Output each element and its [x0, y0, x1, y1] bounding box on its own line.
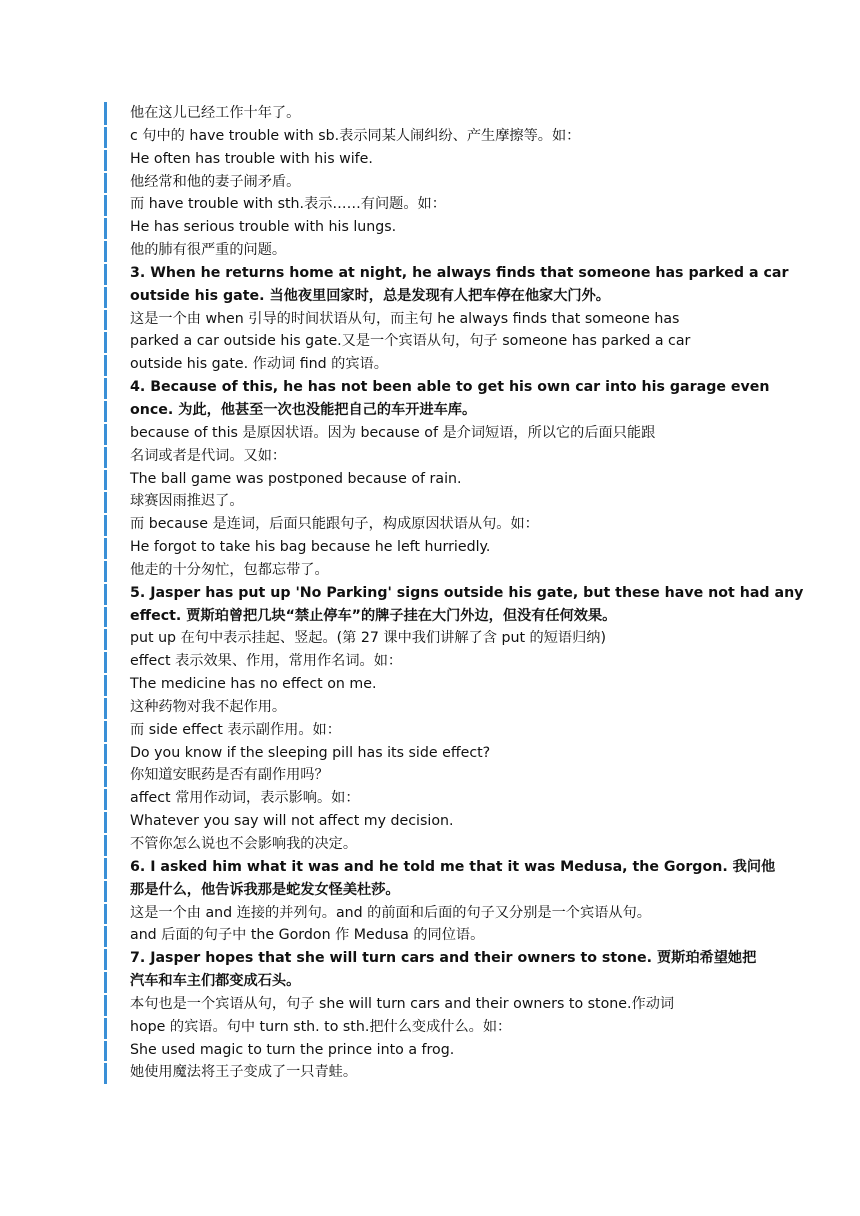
text-line: put up 在句中表示挂起、竖起。(第 27 课中我们讲解了含 put 的短语归纳) [104, 627, 744, 650]
text-line: parked a car outside his gate.又是一个宾语从句，句子 someone has parked a car [104, 330, 744, 353]
text-line: The medicine has no effect on me. [104, 673, 744, 696]
text-line: Whatever you say will not affect my decision. [104, 810, 744, 833]
text-line: 他在这儿已经工作十年了。 [104, 102, 744, 125]
sentence-heading-line: 3. When he returns home at night, he always finds that someone has parked a car [104, 262, 744, 285]
sentence-heading-line: 4. Because of this, he has not been able to get his own car into his garage even [104, 376, 744, 399]
text-line: 这是一个由 and 连接的并列句。and 的前面和后面的句子又分别是一个宾语从句。 [104, 902, 744, 925]
sentence-heading-line: once. 为此，他甚至一次也没能把自己的车开进车库。 [104, 399, 744, 422]
sentence-heading-line: 5. Jasper has put up 'No Parking' signs outside his gate, but these have not had any [104, 582, 744, 605]
sentence-heading-line: effect. 贾斯珀曾把几块“禁止停车”的牌子挂在大门外边，但没有任何效果。 [104, 605, 744, 628]
text-line: 而 side effect 表示副作用。如： [104, 719, 744, 742]
text-line: 这种药物对我不起作用。 [104, 696, 744, 719]
text-line: She used magic to turn the prince into a frog. [104, 1039, 744, 1062]
text-line: and 后面的句子中 the Gordon 作 Medusa 的同位语。 [104, 924, 744, 947]
text-line: He forgot to take his bag because he left hurriedly. [104, 536, 744, 559]
text-line: The ball game was postponed because of rain. [104, 468, 744, 491]
text-line: hope 的宾语。句中 turn sth. to sth.把什么变成什么。如： [104, 1016, 744, 1039]
text-line: 他走的十分匆忙，包都忘带了。 [104, 559, 744, 582]
text-line: 你知道安眠药是否有副作用吗？ [104, 764, 744, 787]
text-line: He often has trouble with his wife. [104, 148, 744, 171]
text-line: 而 have trouble with sth.表示……有问题。如： [104, 193, 744, 216]
text-line: outside his gate. 作动词 find 的宾语。 [104, 353, 744, 376]
text-line: 球赛因雨推迟了。 [104, 490, 744, 513]
sentence-heading-line: 7. Jasper hopes that she will turn cars and their owners to stone. 贾斯珀希望她把 [104, 947, 744, 970]
text-line: effect 表示效果、作用，常用作名词。如： [104, 650, 744, 673]
text-line: 他的肺有很严重的问题。 [104, 239, 744, 262]
text-line: 本句也是一个宾语从句，句子 she will turn cars and their owners to stone.作动词 [104, 993, 744, 1016]
sentence-heading-line: 那是什么，他告诉我那是蛇发女怪美杜莎。 [104, 879, 744, 902]
sentence-heading-line: outside his gate. 当他夜里回家时，总是发现有人把车停在他家大门外。 [104, 285, 744, 308]
text-line: 他经常和他的妻子闹矛盾。 [104, 171, 744, 194]
text-line: 而 because 是连词，后面只能跟句子，构成原因状语从句。如： [104, 513, 744, 536]
text-line: 不管你怎么说也不会影响我的决定。 [104, 833, 744, 856]
text-line: 这是一个由 when 引导的时间状语从句，而主句 he always finds that someone has [104, 308, 744, 331]
text-line: affect 常用作动词，表示影响。如： [104, 787, 744, 810]
document-body [104, 102, 804, 1084]
text-line: c 句中的 have trouble with sb.表示同某人闹纠纷、产生摩擦等。如： [104, 125, 744, 148]
text-line: 她使用魔法将王子变成了一只青蛙。 [104, 1061, 744, 1084]
text-line: Do you know if the sleeping pill has its side effect? [104, 742, 744, 765]
sentence-heading-line: 6. I asked him what it was and he told me that it was Medusa, the Gorgon. 我问他 [104, 856, 744, 879]
text-line: He has serious trouble with his lungs. [104, 216, 744, 239]
sentence-heading-line: 汽车和车主们都变成石头。 [104, 970, 744, 993]
text-line: 名词或者是代词。又如： [104, 445, 744, 468]
text-line: because of this 是原因状语。因为 because of 是介词短语，所以它的后面只能跟 [104, 422, 744, 445]
